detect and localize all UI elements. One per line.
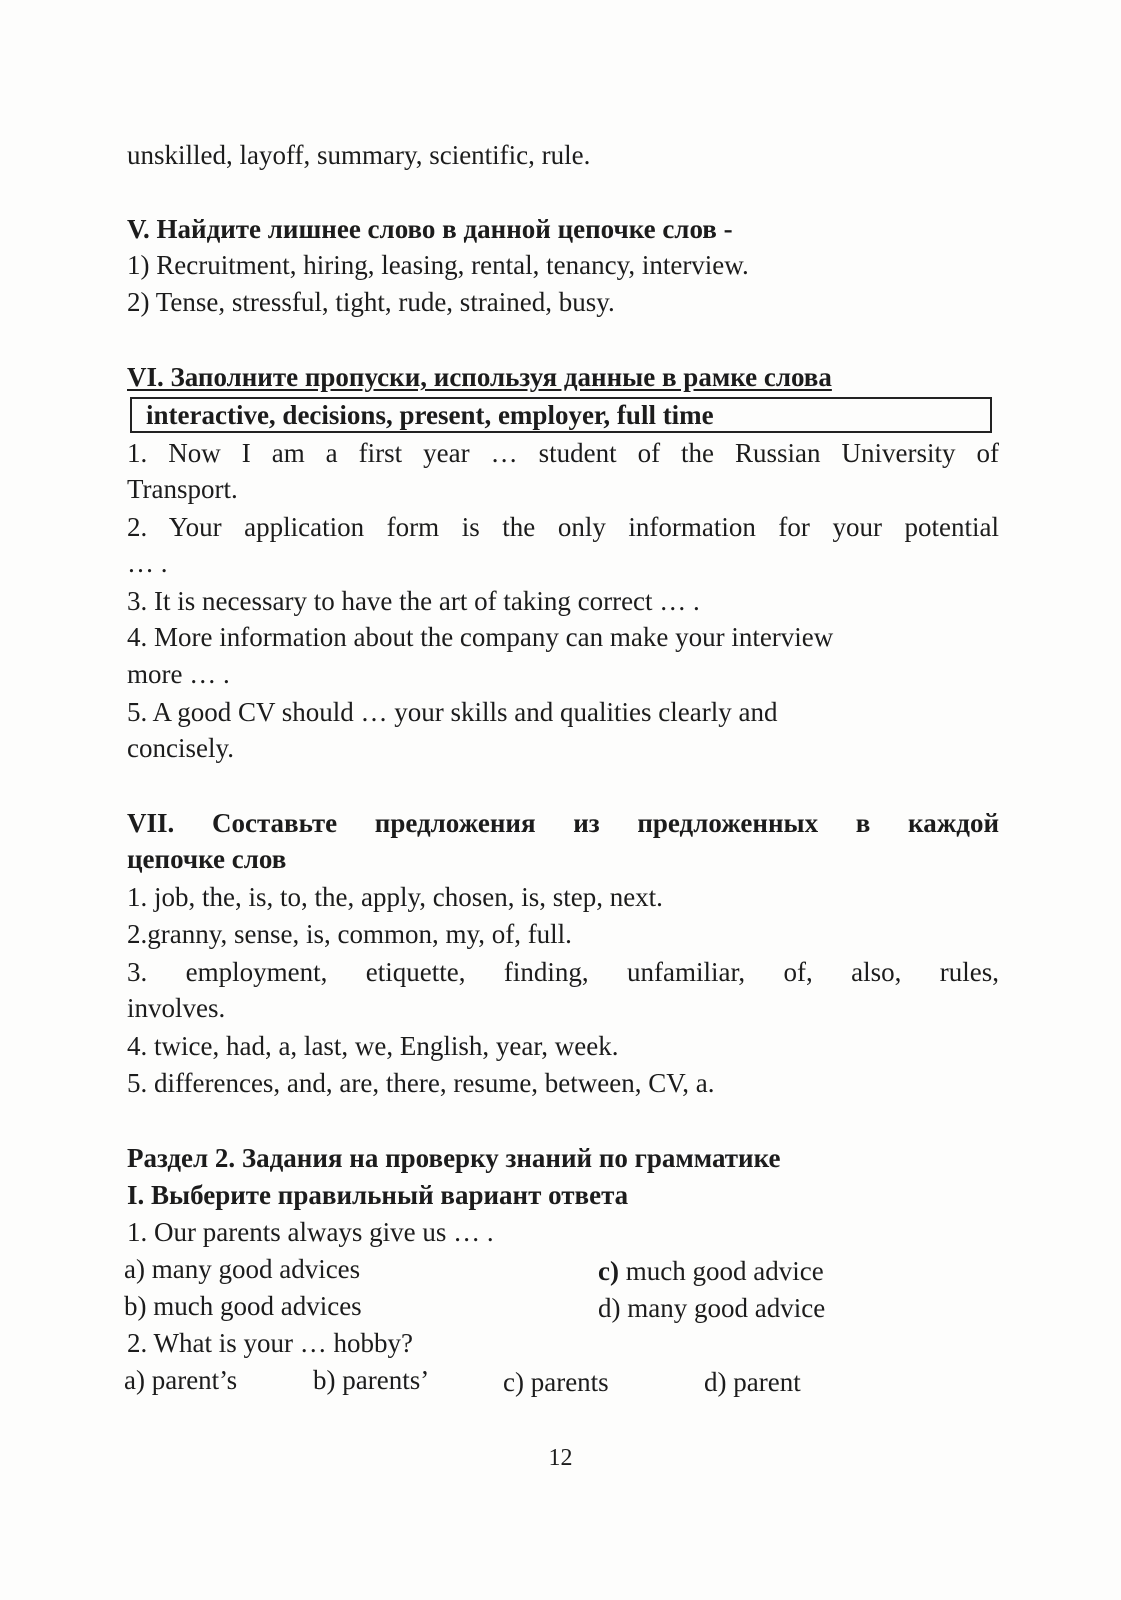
question-1: 1. Our parents always give us … .	[127, 1217, 494, 1247]
section-vii-item-3-line-2: involves.	[127, 993, 226, 1023]
question-1-option-b: b) much good advices	[124, 1291, 362, 1321]
section-2-subtitle: I. Выберите правильный вариант ответа	[127, 1180, 629, 1210]
word-box: interactive, decisions, present, employer, full time	[130, 397, 992, 433]
question-1-option-c-text: much good advice	[618, 1256, 824, 1286]
question-2: 2. What is your … hobby?	[127, 1328, 413, 1358]
section-vi-item-1-line-2: Transport.	[127, 474, 238, 504]
page-number: 12	[548, 1445, 573, 1471]
question-1-option-d: d) many good advice	[598, 1293, 826, 1323]
section-vi-item-4-line-2: more … .	[127, 659, 230, 689]
section-vi-item-3: 3. It is necessary to have the art of taking correct … .	[127, 586, 700, 616]
section-vii-item-1: 1. job, the, is, to, the, apply, chosen, is, step, next.	[127, 882, 663, 912]
question-2-option-d: d) parent	[704, 1367, 801, 1397]
section-vi-item-4-line-1: 4. More information about the company can make your interview	[127, 622, 834, 652]
section-vi-title: VI. Заполните пропуски, используя данные в рамке слова	[127, 362, 832, 392]
section-v-title: V. Найдите лишнее слово в данной цепочке слов -	[127, 214, 733, 244]
section-vii-item-4: 4. twice, had, a, last, we, English, year, week.	[127, 1031, 619, 1061]
section-vi-item-2-line-1: 2. Your application form is the only information for your potential	[127, 512, 999, 542]
section-vii-item-5: 5. differences, and, are, there, resume, between, CV, a.	[127, 1068, 715, 1098]
section-vii-title-line-1: VII. Составьте предложения из предложенных в каждой	[127, 808, 999, 838]
question-1-option-c-letter: c)	[598, 1256, 619, 1286]
question-2-option-b: b) parents’	[313, 1365, 430, 1395]
question-2-option-c: c) parents	[503, 1367, 609, 1397]
section-2-title: Раздел 2. Задания на проверку знаний по грамматике	[127, 1143, 781, 1173]
section-vii-item-2: 2.granny, sense, is, common, my, of, full.	[127, 919, 572, 949]
section-vii-title-line-2: цепочке слов	[127, 844, 287, 874]
section-vi-item-2-line-2: … .	[127, 548, 168, 578]
section-vi-item-5-line-1: 5. A good CV should … your skills and qualities clearly and	[127, 697, 778, 727]
question-1-option-a: a) many good advices	[124, 1254, 361, 1284]
question-2-option-a: a) parent’s	[124, 1365, 238, 1395]
section-v-item-1: 1) Recruitment, hiring, leasing, rental, tenancy, interview.	[127, 250, 749, 280]
question-1-option-c	[598, 1254, 824, 1288]
top-line: unskilled, layoff, summary, scientific, rule.	[127, 140, 591, 170]
section-vi-item-1-line-1: 1. Now I am a first year … student of the Russian University of	[127, 438, 999, 468]
section-v-item-2: 2) Tense, stressful, tight, rude, strained, busy.	[127, 287, 615, 317]
section-vii-item-3-line-1: 3. employment, etiquette, finding, unfamiliar, of, also, rules,	[127, 957, 999, 987]
section-vi-item-5-line-2: concisely.	[127, 733, 234, 763]
